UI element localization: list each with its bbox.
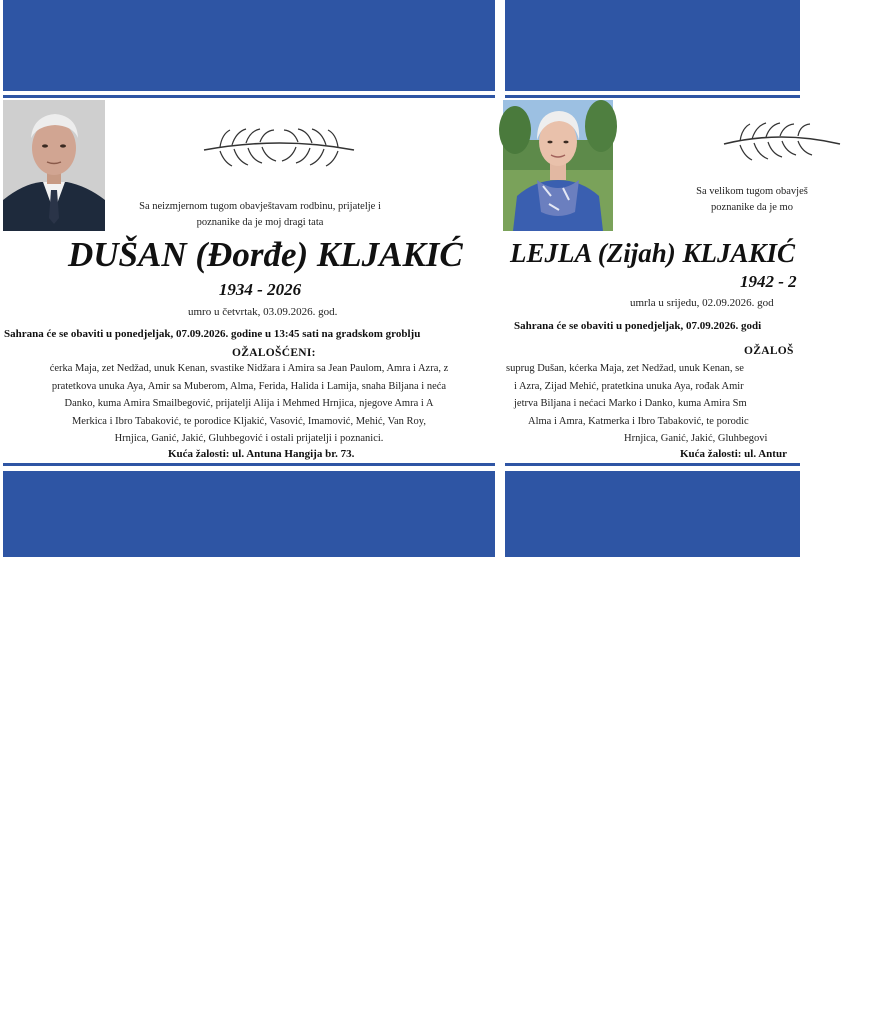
mourners-heading: OŽALOŠĆENI:: [232, 347, 316, 359]
mourners-line: Merkica i Ibro Tabaković, te porodice Kljakić, Vasović, Imamović, Mehić, Van Roy,: [71, 415, 427, 427]
pokop-logo: [5, 957, 125, 1017]
logo-company: KJKP "POKOP" d.o.o.: [27, 957, 95, 964]
house-of-mourning: Kuća žalosti: ul. Antuna Hangija br. 73.: [168, 448, 355, 460]
bottom-divider: [3, 463, 495, 466]
logo-phone-label: BESPLATNI INFO TELEFON: [533, 975, 585, 980]
intro-line: Sa neizmjernom tugom obavještavam rodbinu, prijatelje i: [139, 201, 381, 212]
mourners-line: pratetkova unuka Aya, Amir sa Muberom, Alma, Ferida, Halida i Lamija, snaha Biljana i neća: [51, 380, 447, 392]
logo-city: SARAJEVO: [539, 966, 581, 972]
top-divider: [3, 95, 495, 98]
mourners-line: ćerka Maja, zet Nedžad, unuk Kenan, svastike Nidžara i Amira sa Jean Paulom, Amra i Azra, z: [49, 363, 449, 374]
mourners-heading: OŽALOŠ: [744, 345, 794, 357]
life-years: 1942 - 2: [740, 272, 797, 291]
life-years: 1934 - 2026: [218, 280, 302, 299]
mourners-list: [0, 360, 498, 448]
house-of-mourning: Kuća žalosti: ul. Antur: [680, 448, 787, 460]
palm-branch-icon: [200, 128, 358, 168]
intro-line: Sa velikom tugom obavješ: [696, 186, 808, 197]
bottom-blue-band: [3, 471, 495, 996]
logo-website: www.pokop.ba: [543, 990, 576, 996]
intro-text: [622, 184, 882, 216]
funeral-info: Sahrana će se obaviti u ponedjeljak, 07.09.2026. godine u 13:45 sati na gradskom groblju: [4, 328, 421, 340]
death-date: umro u četvrtak, 03.09.2026. god.: [188, 306, 338, 318]
pokop-emblem-icon: [505, 959, 521, 993]
logo-website: www.pokop.ba: [43, 990, 76, 996]
logo-phone: 080 02 02 68: [35, 980, 76, 987]
logo-city: SARAJEVO: [39, 966, 81, 972]
mourners-line: Alma i Amra, Katmerka i Ibro Tabaković, te porodic: [528, 415, 749, 427]
logo-company: KJKP "POKOP" d.o.o.: [527, 957, 595, 964]
mourners-line: Hrnjica, Ganić, Jakić, Gluhbegović i ostali prijatelji i poznanici.: [114, 433, 384, 444]
death-date: umrla u srijedu, 02.09.2026. god: [630, 297, 774, 309]
intro-text: [110, 199, 410, 231]
portrait-photo: [503, 100, 613, 231]
mourners-line: i Azra, Zijad Mehić, pratetkina unuka Aya, rođak Amir: [514, 380, 744, 392]
pokop-logo: [505, 957, 625, 1017]
logo-phone-label: BESPLATNI INFO TELEFON: [33, 975, 85, 980]
top-blue-band: [3, 0, 495, 91]
bottom-blue-band: [505, 471, 800, 996]
top-blue-band: [505, 0, 800, 91]
bottom-divider: [505, 463, 800, 466]
top-divider: [505, 95, 800, 98]
logo-phone: 080 02 02 68: [535, 980, 576, 987]
intro-line: poznanike da je moj dragi tata: [196, 217, 324, 228]
mourners-line: Hrnjica, Ganić, Jakić, Gluhbegovi: [624, 433, 768, 444]
funeral-info: Sahrana će se obaviti u ponedjeljak, 07.09.2026. godi: [514, 320, 762, 332]
mourners-line: suprug Dušan, kćerka Maja, zet Nedžad, unuk Kenan, se: [506, 363, 744, 374]
portrait-photo: [3, 100, 105, 231]
palm-branch-icon: [720, 122, 820, 162]
mourners-line: jetrva Biljana i nećaci Marko i Danko, kuma Amira Sm: [514, 398, 747, 409]
mourners-line: Danko, kuma Amira Smailbegović, prijatelji Alija i Mehmed Hrnjica, njegove Amra i A: [64, 398, 434, 409]
deceased-name: DUŠAN (Đorđe) KLJAKIĆ: [68, 235, 463, 274]
deceased-name: LEJLA (Zijah) KLJAKIĆ: [510, 238, 796, 268]
pokop-emblem-icon: [5, 959, 21, 993]
obituary-notice-lejla: [502, 0, 808, 996]
mourners-list: [502, 360, 802, 448]
intro-line: poznanike da je mo: [711, 202, 793, 213]
